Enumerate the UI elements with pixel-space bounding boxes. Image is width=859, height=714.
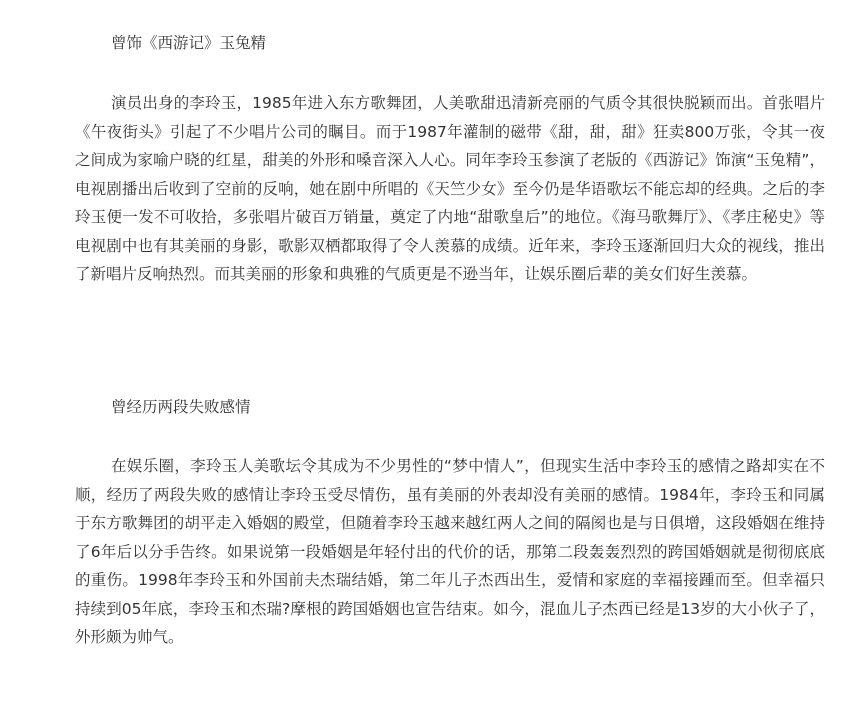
article-paragraph: 在娱乐圈，李玲玉人美歌坛令其成为不少男性的“梦中情人”，但现实生活中李玲玉的感情之路却实在不顺，经历了两段失败的感情让李玲玉受尽情伤，虽有美丽的外表却没有美丽的感情。1984年，李玲玉和同属于东方歌舞团的胡平走入婚姻的殿堂，但随着李玲玉越来越红两人之间的隔阂也是与日俱增，这段婚姻在维持了6年后以分手告终。如果说第一段婚姻是年轻付出的代价的话，那第二段轰轰烈烈的跨国婚姻就是彻彻底底的重伤。1998年李玲玉和外国前夫杰瑞结婚，第二年儿子杰西出生，爱情和家庭的幸福接踵而至。但幸福只持续到05年底，李玲玉和杰瑞?摩根的跨国婚姻也宣告结束。如今，混血儿子杰西已经是13岁的大小伙子了，外形颇为帅气。 bbox=[75, 457, 825, 646]
section-heading: 曾经历两段失败感情 bbox=[111, 398, 251, 416]
article-paragraph: 演员出身的李玲玉，1985年进入东方歌舞团，人美歌甜迅清新亮丽的气质令其很快脱颖而出。首张唱片《午夜街头》引起了不少唱片公司的瞩目。而于1987年灌制的磁带《甜，甜，甜》狂卖800万张，令其一夜之间成为家喻户晓的红星，甜美的外形和嗓音深入人心。同年李玲玉参演了老版的《西游记》饰演“玉兔精”，电视剧播出后收到了空前的反响，她在剧中所唱的《天竺少女》至今仍是华语歌坛不能忘却的经典。之后的李玲玉便一发不可收拾，多张唱片破百万销量，奠定了内地“甜歌皇后”的地位。《海马歌舞厅》、《孝庄秘史》等电视剧中也有其美丽的身影，歌影双栖都取得了令人羡慕的成绩。近年来，李玲玉逐渐回归大众的视线，推出了新唱片反响热烈。而其美丽的形象和典雅的气质更是不逊当年，让娱乐圈后辈的美女们好生羡慕。 bbox=[75, 94, 825, 283]
section-heading: 曾饰《西游记》玉兔精 bbox=[111, 34, 267, 52]
